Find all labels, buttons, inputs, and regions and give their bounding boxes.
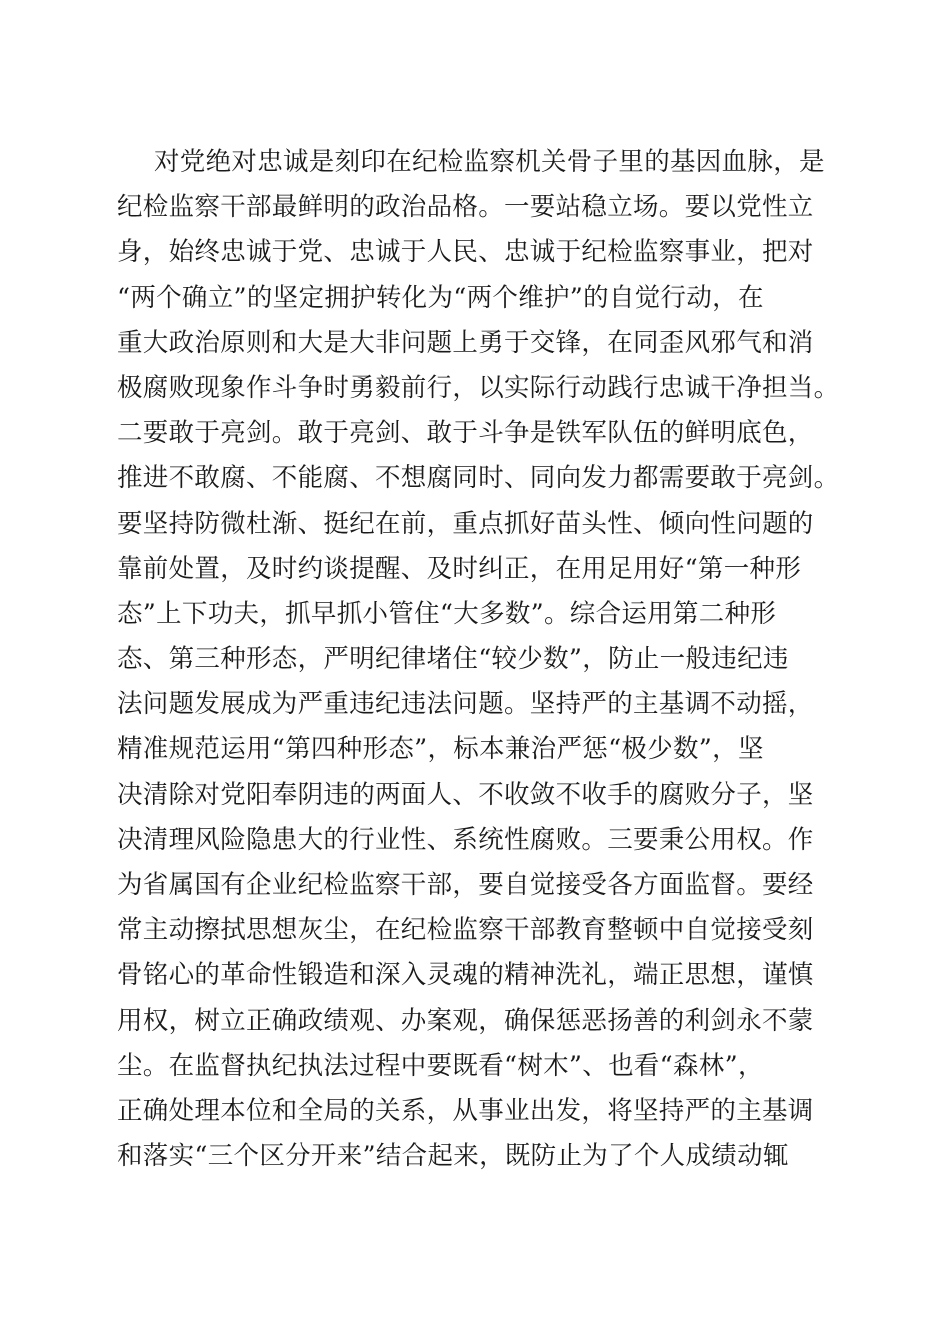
paragraph-line: 推进不敢腐、不能腐、不想腐同时、同向发力都需要敢于亮剑。 [117, 463, 840, 494]
paragraph-line: 决清除对党阳奉阴违的两面人、不收敛不收手的腐败分子，坚 [117, 779, 814, 810]
paragraph-line: 正确处理本位和全局的关系，从事业出发，将坚持严的主基调 [117, 1095, 814, 1126]
paragraph-line: 极腐败现象作斗争时勇毅前行，以实际行动践行忠诚干净担当。 [117, 372, 840, 403]
paragraph-line: 纪检监察干部最鲜明的政治品格。一要站稳立场。要以党性立 [117, 192, 814, 223]
paragraph-line: 身，始终忠诚于党、忠诚于人民、忠诚于纪检监察事业，把对 [117, 237, 814, 268]
paragraph-line: 尘。在监督执纪执法过程中要既看“树木”、也看“森林”， [117, 1050, 764, 1081]
body-paragraph [117, 140, 857, 1179]
paragraph-line: 常主动擦拭思想灰尘，在纪检监察干部教育整顿中自觉接受刻 [117, 915, 814, 946]
paragraph-line: 对党绝对忠诚是刻印在纪检监察机关骨子里的基因血脉，是 [154, 147, 825, 177]
paragraph-line: 法问题发展成为严重违纪违法问题。坚持严的主基调不动摇， [117, 689, 814, 720]
paragraph-line: “两个确立”的坚定拥护转化为“两个维护”的自觉行动，在 [117, 282, 764, 313]
paragraph-line: 决清理风险隐患大的行业性、系统性腐败。三要秉公用权。作 [117, 824, 814, 855]
paragraph-line: 用权，树立正确政绩观、办案观，确保惩恶扬善的利剑永不蒙 [117, 1005, 814, 1036]
paragraph-line: 骨铭心的革命性锻造和深入灵魂的精神洗礼，端正思想，谨慎 [117, 960, 814, 991]
paragraph-line: 和落实“三个区分开来”结合起来，既防止为了个人成绩动辄 [117, 1141, 789, 1172]
paragraph-line: 精准规范运用“第四种形态”，标本兼治严惩“极少数”，坚 [117, 734, 764, 765]
paragraph-line: 为省属国有企业纪检监察干部，要自觉接受各方面监督。要经 [117, 870, 814, 900]
paragraph-line: 靠前处置，及时约谈提醒、及时纠正，在用足用好“第一种形 [117, 553, 802, 584]
paragraph-line: 态、第三种形态，严明纪律堵住“较少数”，防止一般违纪违 [117, 644, 789, 675]
paragraph-line: 二要敢于亮剑。敢于亮剑、敢于斗争是铁军队伍的鲜明底色， [117, 418, 814, 449]
paragraph-line: 态”上下功夫，抓早抓小管住“大多数”。综合运用第二种形 [117, 598, 777, 629]
paragraph-line: 重大政治原则和大是大非问题上勇于交锋，在同歪风邪气和消 [117, 327, 814, 358]
paragraph-line: 要坚持防微杜渐、挺纪在前，重点抓好苗头性、倾向性问题的 [117, 508, 814, 539]
